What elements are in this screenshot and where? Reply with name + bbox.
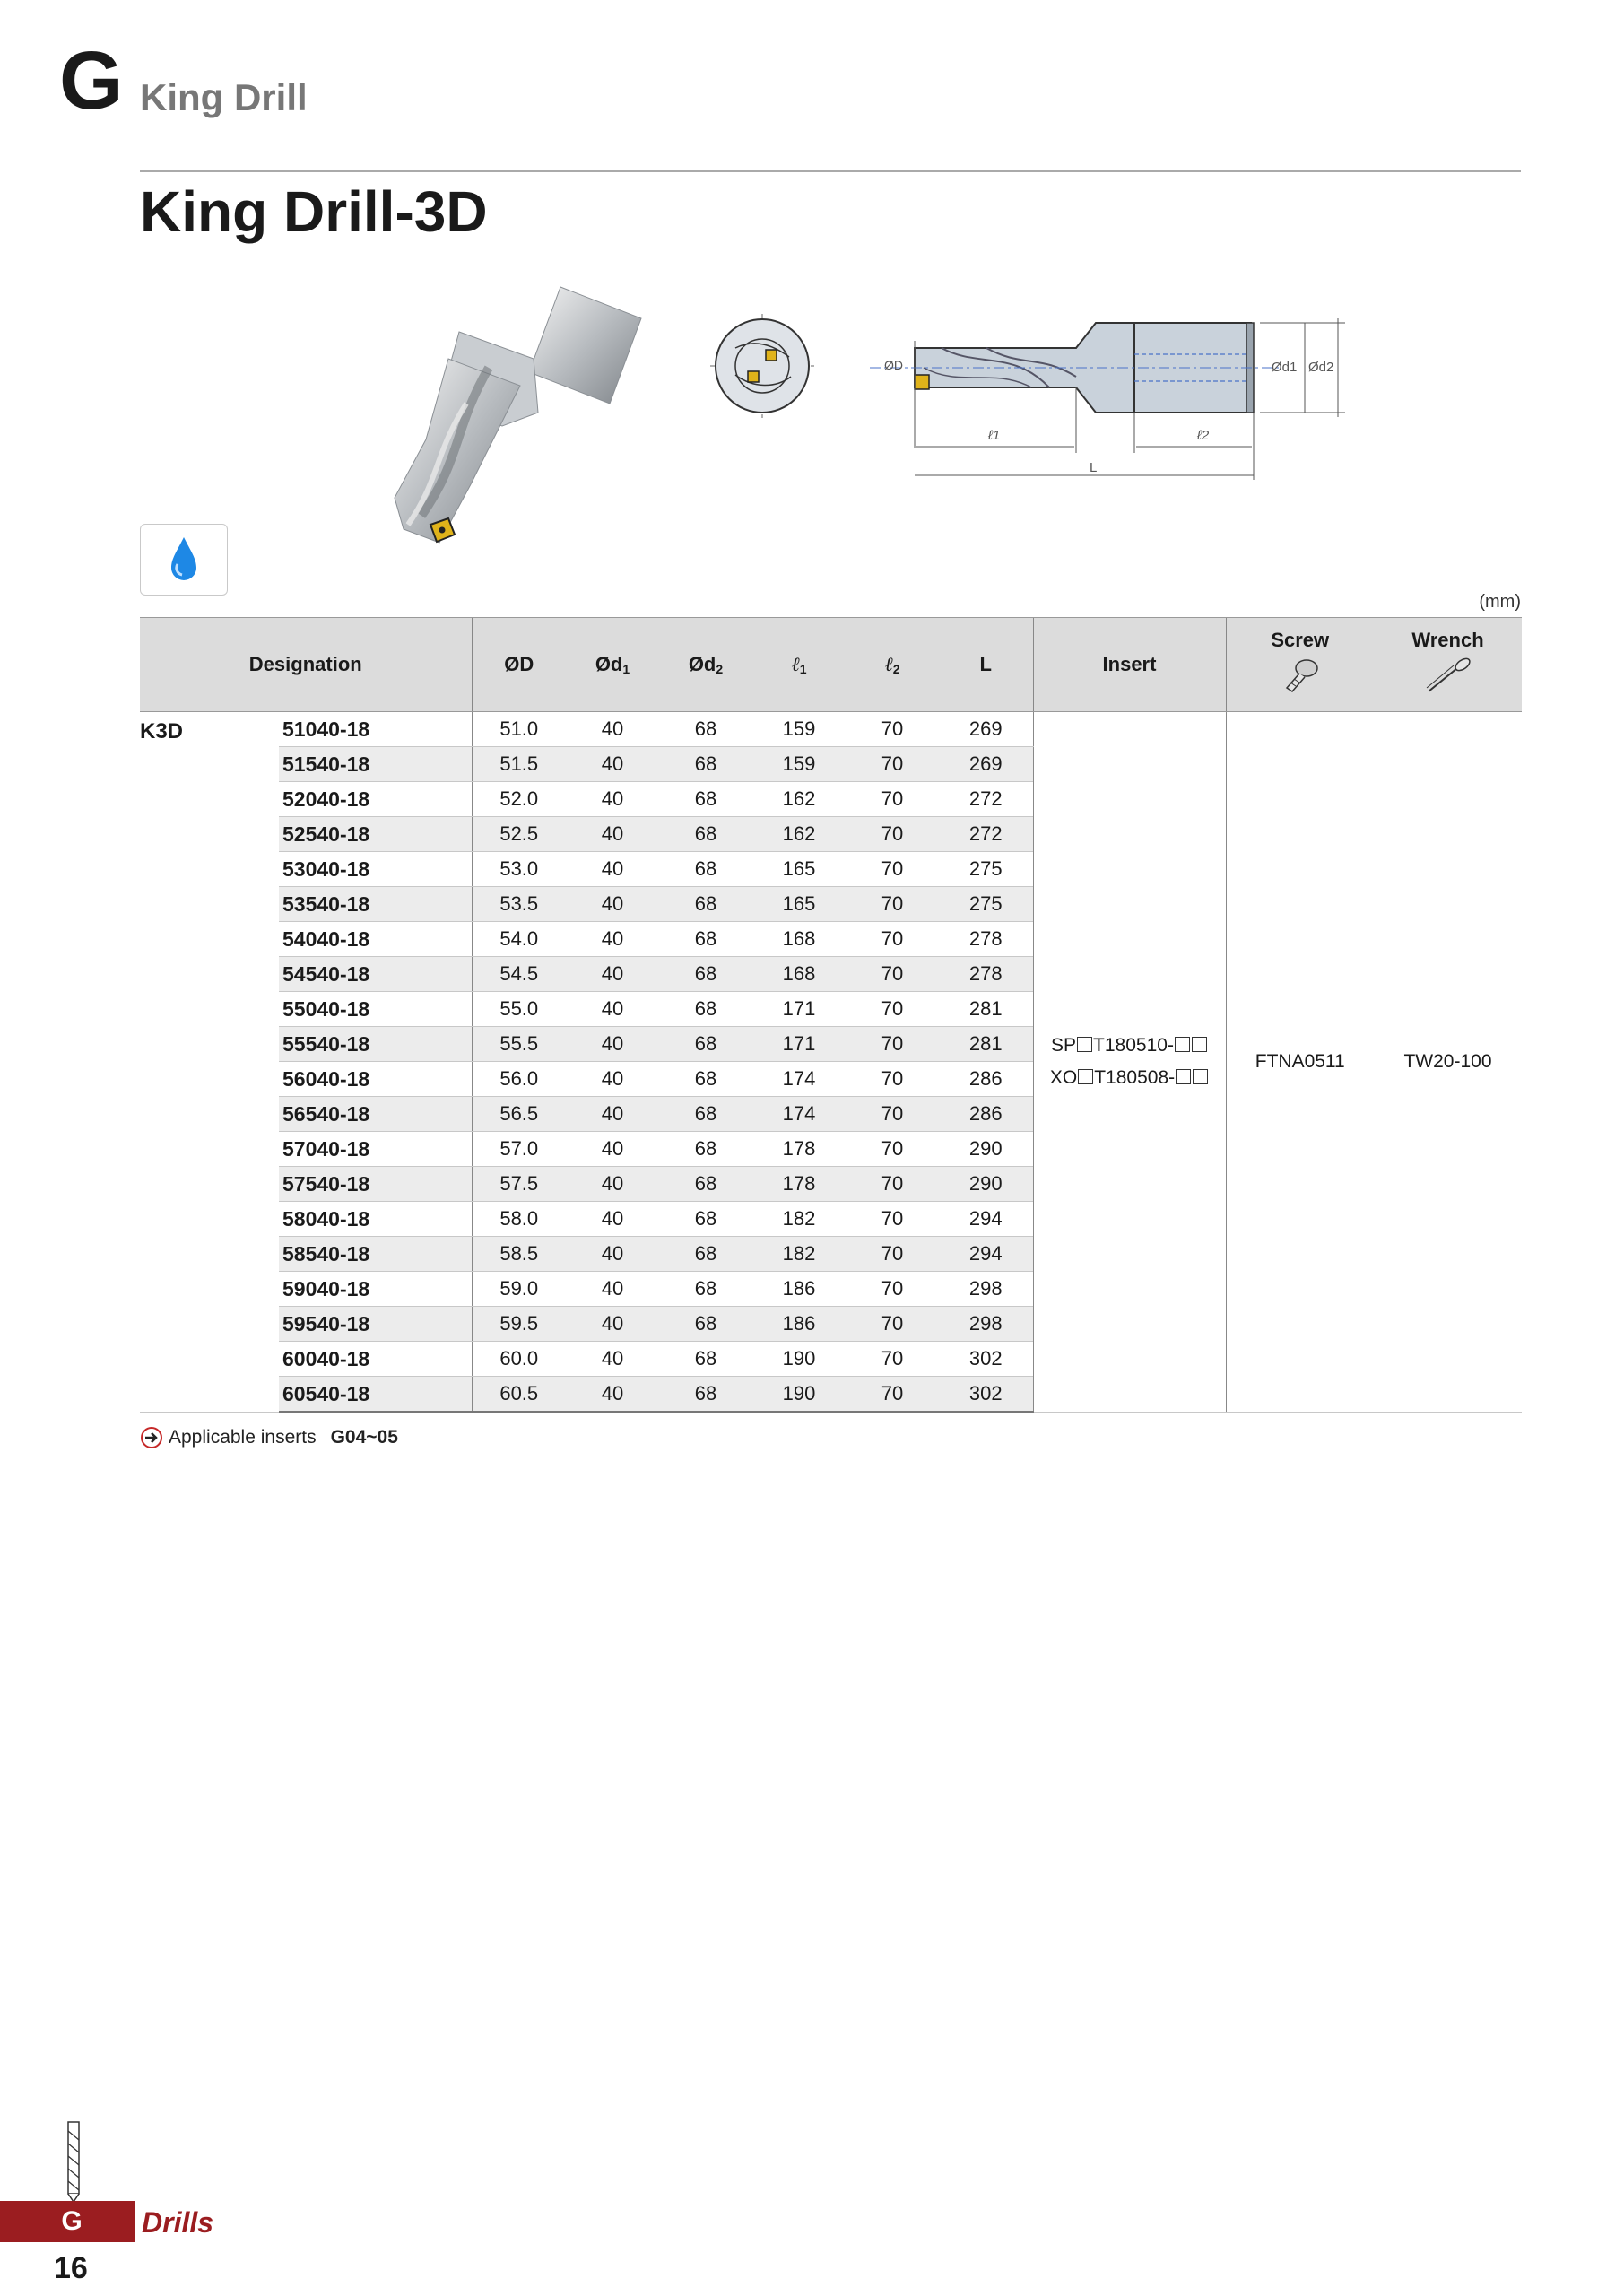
l1-cell: 190 <box>752 1342 846 1377</box>
dim-od-label: ØD <box>884 358 903 372</box>
dim-L-label: L <box>1090 460 1098 475</box>
designation-cell: 57040-18 <box>279 1132 472 1167</box>
L-cell: 275 <box>939 852 1033 887</box>
designation-cell: 51540-18 <box>279 747 472 782</box>
header-l2: ℓ$_2$ <box>846 618 939 712</box>
designation-cell: 54540-18 <box>279 957 472 992</box>
group-code: K3D <box>140 712 279 1413</box>
water-drop-icon <box>141 525 227 595</box>
od1-cell: 40 <box>566 747 659 782</box>
l2-cell: 70 <box>846 1062 939 1097</box>
designation-cell: 53540-18 <box>279 887 472 922</box>
L-cell: 272 <box>939 817 1033 852</box>
L-cell: 286 <box>939 1062 1033 1097</box>
header-od1: $Ød_1$ <box>566 618 659 712</box>
chapter-tab[interactable]: G <box>0 2201 135 2242</box>
designation-cell: 59540-18 <box>279 1307 472 1342</box>
header-l1: ℓ$_1$ <box>752 618 846 712</box>
od-cell: 51.0 <box>472 712 566 747</box>
designation-cell: 52040-18 <box>279 782 472 817</box>
l1-cell: 178 <box>752 1167 846 1202</box>
od1-cell: 40 <box>566 1062 659 1097</box>
l1-cell: 159 <box>752 747 846 782</box>
spec-table <box>140 617 1522 1413</box>
od2-cell: 68 <box>659 992 752 1027</box>
section-letter: G <box>59 35 124 126</box>
L-cell: 278 <box>939 957 1033 992</box>
od2-cell: 68 <box>659 747 752 782</box>
od2-cell: 68 <box>659 922 752 957</box>
dim-od2-label: Ød2 <box>1308 360 1334 375</box>
l1-cell: 159 <box>752 712 846 747</box>
l1-cell: 182 <box>752 1237 846 1272</box>
designation-cell: 54040-18 <box>279 922 472 957</box>
header-od2: $Ød_2$ <box>659 618 752 712</box>
od-cell: 54.0 <box>472 922 566 957</box>
footer-section-name: Drills <box>142 2206 214 2239</box>
od-cell: 60.0 <box>472 1342 566 1377</box>
od1-cell: 40 <box>566 1272 659 1307</box>
od2-cell: 68 <box>659 1272 752 1307</box>
od2-cell: 68 <box>659 1237 752 1272</box>
l1-cell: 171 <box>752 1027 846 1062</box>
drill-dimension-drawing <box>861 314 1399 484</box>
od-cell: 54.5 <box>472 957 566 992</box>
od1-cell: 40 <box>566 1237 659 1272</box>
L-cell: 281 <box>939 1027 1033 1062</box>
l2-cell: 70 <box>846 1307 939 1342</box>
l2-cell: 70 <box>846 712 939 747</box>
od-cell: 56.0 <box>472 1062 566 1097</box>
designation-cell: 57540-18 <box>279 1167 472 1202</box>
table-header-row <box>140 618 1522 712</box>
header-wrench: Wrench <box>1374 618 1522 712</box>
l2-cell: 70 <box>846 782 939 817</box>
l2-cell: 70 <box>846 1272 939 1307</box>
designation-cell: 58040-18 <box>279 1202 472 1237</box>
header-divider <box>140 170 1521 172</box>
L-cell: 275 <box>939 887 1033 922</box>
l1-cell: 162 <box>752 782 846 817</box>
od2-cell: 68 <box>659 1202 752 1237</box>
applicable-inserts-ref[interactable]: G04~05 <box>330 1427 398 1448</box>
od2-cell: 68 <box>659 852 752 887</box>
od1-cell: 40 <box>566 1307 659 1342</box>
header-insert: Insert <box>1033 618 1226 712</box>
header-od: ØD <box>472 618 566 712</box>
od2-cell: 68 <box>659 1307 752 1342</box>
od-cell: 56.5 <box>472 1097 566 1132</box>
od2-cell: 68 <box>659 1377 752 1413</box>
od1-cell: 40 <box>566 1167 659 1202</box>
designation-cell: 60040-18 <box>279 1342 472 1377</box>
dim-l2-label: ℓ2 <box>1197 428 1210 443</box>
L-cell: 302 <box>939 1377 1033 1413</box>
L-cell: 269 <box>939 747 1033 782</box>
L-cell: 269 <box>939 712 1033 747</box>
designation-cell: 56540-18 <box>279 1097 472 1132</box>
l1-cell: 174 <box>752 1097 846 1132</box>
l1-cell: 174 <box>752 1062 846 1097</box>
L-cell: 272 <box>939 782 1033 817</box>
od1-cell: 40 <box>566 1027 659 1062</box>
od2-cell: 68 <box>659 957 752 992</box>
od-cell: 57.5 <box>472 1167 566 1202</box>
od1-cell: 40 <box>566 992 659 1027</box>
od2-cell: 68 <box>659 712 752 747</box>
section-name: King Drill <box>140 76 308 118</box>
od-cell: 57.0 <box>472 1132 566 1167</box>
designation-cell: 53040-18 <box>279 852 472 887</box>
l2-cell: 70 <box>846 1342 939 1377</box>
od1-cell: 40 <box>566 1377 659 1413</box>
od1-cell: 40 <box>566 922 659 957</box>
od1-cell: 40 <box>566 712 659 747</box>
screw-icon <box>1280 657 1321 695</box>
L-cell: 298 <box>939 1272 1033 1307</box>
l2-cell: 70 <box>846 1097 939 1132</box>
l1-cell: 182 <box>752 1202 846 1237</box>
od1-cell: 40 <box>566 852 659 887</box>
L-cell: 302 <box>939 1342 1033 1377</box>
designation-cell: 51040-18 <box>279 712 472 747</box>
l2-cell: 70 <box>846 992 939 1027</box>
od1-cell: 40 <box>566 1132 659 1167</box>
l1-cell: 168 <box>752 957 846 992</box>
l1-cell: 168 <box>752 922 846 957</box>
drill-product-image <box>260 269 655 565</box>
header-screw: Screw <box>1226 618 1374 712</box>
designation-cell: 60540-18 <box>279 1377 472 1413</box>
od-cell: 52.0 <box>472 782 566 817</box>
od-cell: 51.5 <box>472 747 566 782</box>
l2-cell: 70 <box>846 1027 939 1062</box>
od-cell: 58.0 <box>472 1202 566 1237</box>
od1-cell: 40 <box>566 1097 659 1132</box>
l1-cell: 186 <box>752 1272 846 1307</box>
internal-coolant-badge <box>140 524 228 596</box>
od-cell: 59.0 <box>472 1272 566 1307</box>
header-L: L <box>939 618 1033 712</box>
od-cell: 53.0 <box>472 852 566 887</box>
drill-end-view <box>708 312 816 420</box>
header-designation: Designation <box>140 618 472 712</box>
l2-cell: 70 <box>846 922 939 957</box>
L-cell: 298 <box>939 1307 1033 1342</box>
L-cell: 286 <box>939 1097 1033 1132</box>
designation-cell: 58540-18 <box>279 1237 472 1272</box>
wrench-icon <box>1421 657 1475 695</box>
screw-cell: FTNA0511 <box>1226 712 1374 1413</box>
dim-od1-label: Ød1 <box>1272 360 1298 375</box>
od1-cell: 40 <box>566 817 659 852</box>
designation-cell: 55040-18 <box>279 992 472 1027</box>
od2-cell: 68 <box>659 1027 752 1062</box>
od-cell: 55.0 <box>472 992 566 1027</box>
L-cell: 290 <box>939 1132 1033 1167</box>
od2-cell: 68 <box>659 817 752 852</box>
table-row <box>140 712 1522 747</box>
od1-cell: 40 <box>566 1342 659 1377</box>
insert-cell <box>1033 712 1226 1413</box>
l2-cell: 70 <box>846 1202 939 1237</box>
od2-cell: 68 <box>659 782 752 817</box>
od-cell: 59.5 <box>472 1307 566 1342</box>
designation-cell: 59040-18 <box>279 1272 472 1307</box>
l1-cell: 165 <box>752 852 846 887</box>
od-cell: 55.5 <box>472 1027 566 1062</box>
l2-cell: 70 <box>846 1237 939 1272</box>
od1-cell: 40 <box>566 957 659 992</box>
designation-cell: 55540-18 <box>279 1027 472 1062</box>
page-title: King Drill-3D <box>140 179 488 244</box>
applicable-inserts-note <box>140 1426 398 1449</box>
l1-cell: 178 <box>752 1132 846 1167</box>
l2-cell: 70 <box>846 1167 939 1202</box>
L-cell: 294 <box>939 1202 1033 1237</box>
l2-cell: 70 <box>846 957 939 992</box>
L-cell: 278 <box>939 922 1033 957</box>
l2-cell: 70 <box>846 817 939 852</box>
wrench-cell: TW20-100 <box>1374 712 1522 1413</box>
insert-line-1: SP T180510- <box>1034 1030 1226 1062</box>
l1-cell: 186 <box>752 1307 846 1342</box>
od2-cell: 68 <box>659 1132 752 1167</box>
od-cell: 52.5 <box>472 817 566 852</box>
L-cell: 290 <box>939 1167 1033 1202</box>
od-cell: 60.5 <box>472 1377 566 1413</box>
l2-cell: 70 <box>846 852 939 887</box>
L-cell: 294 <box>939 1237 1033 1272</box>
unit-label: (mm) <box>1479 592 1521 612</box>
l2-cell: 70 <box>846 747 939 782</box>
insert-line-2: XO T180508- <box>1034 1062 1226 1094</box>
arrow-circle-icon <box>140 1426 163 1449</box>
page-number: 16 <box>54 2251 88 2285</box>
l1-cell: 165 <box>752 887 846 922</box>
od2-cell: 68 <box>659 1062 752 1097</box>
od-cell: 53.5 <box>472 887 566 922</box>
l1-cell: 162 <box>752 817 846 852</box>
l1-cell: 190 <box>752 1377 846 1413</box>
od2-cell: 68 <box>659 1167 752 1202</box>
dim-l1-label: ℓ1 <box>988 428 1001 443</box>
l2-cell: 70 <box>846 1377 939 1413</box>
od1-cell: 40 <box>566 887 659 922</box>
l2-cell: 70 <box>846 887 939 922</box>
drill-bit-icon <box>63 2120 84 2203</box>
od2-cell: 68 <box>659 1342 752 1377</box>
od-cell: 58.5 <box>472 1237 566 1272</box>
applicable-inserts-label: Applicable inserts <box>169 1427 317 1448</box>
od2-cell: 68 <box>659 887 752 922</box>
od1-cell: 40 <box>566 782 659 817</box>
l1-cell: 171 <box>752 992 846 1027</box>
designation-cell: 56040-18 <box>279 1062 472 1097</box>
L-cell: 281 <box>939 992 1033 1027</box>
od1-cell: 40 <box>566 1202 659 1237</box>
designation-cell: 52540-18 <box>279 817 472 852</box>
l2-cell: 70 <box>846 1132 939 1167</box>
od2-cell: 68 <box>659 1097 752 1132</box>
